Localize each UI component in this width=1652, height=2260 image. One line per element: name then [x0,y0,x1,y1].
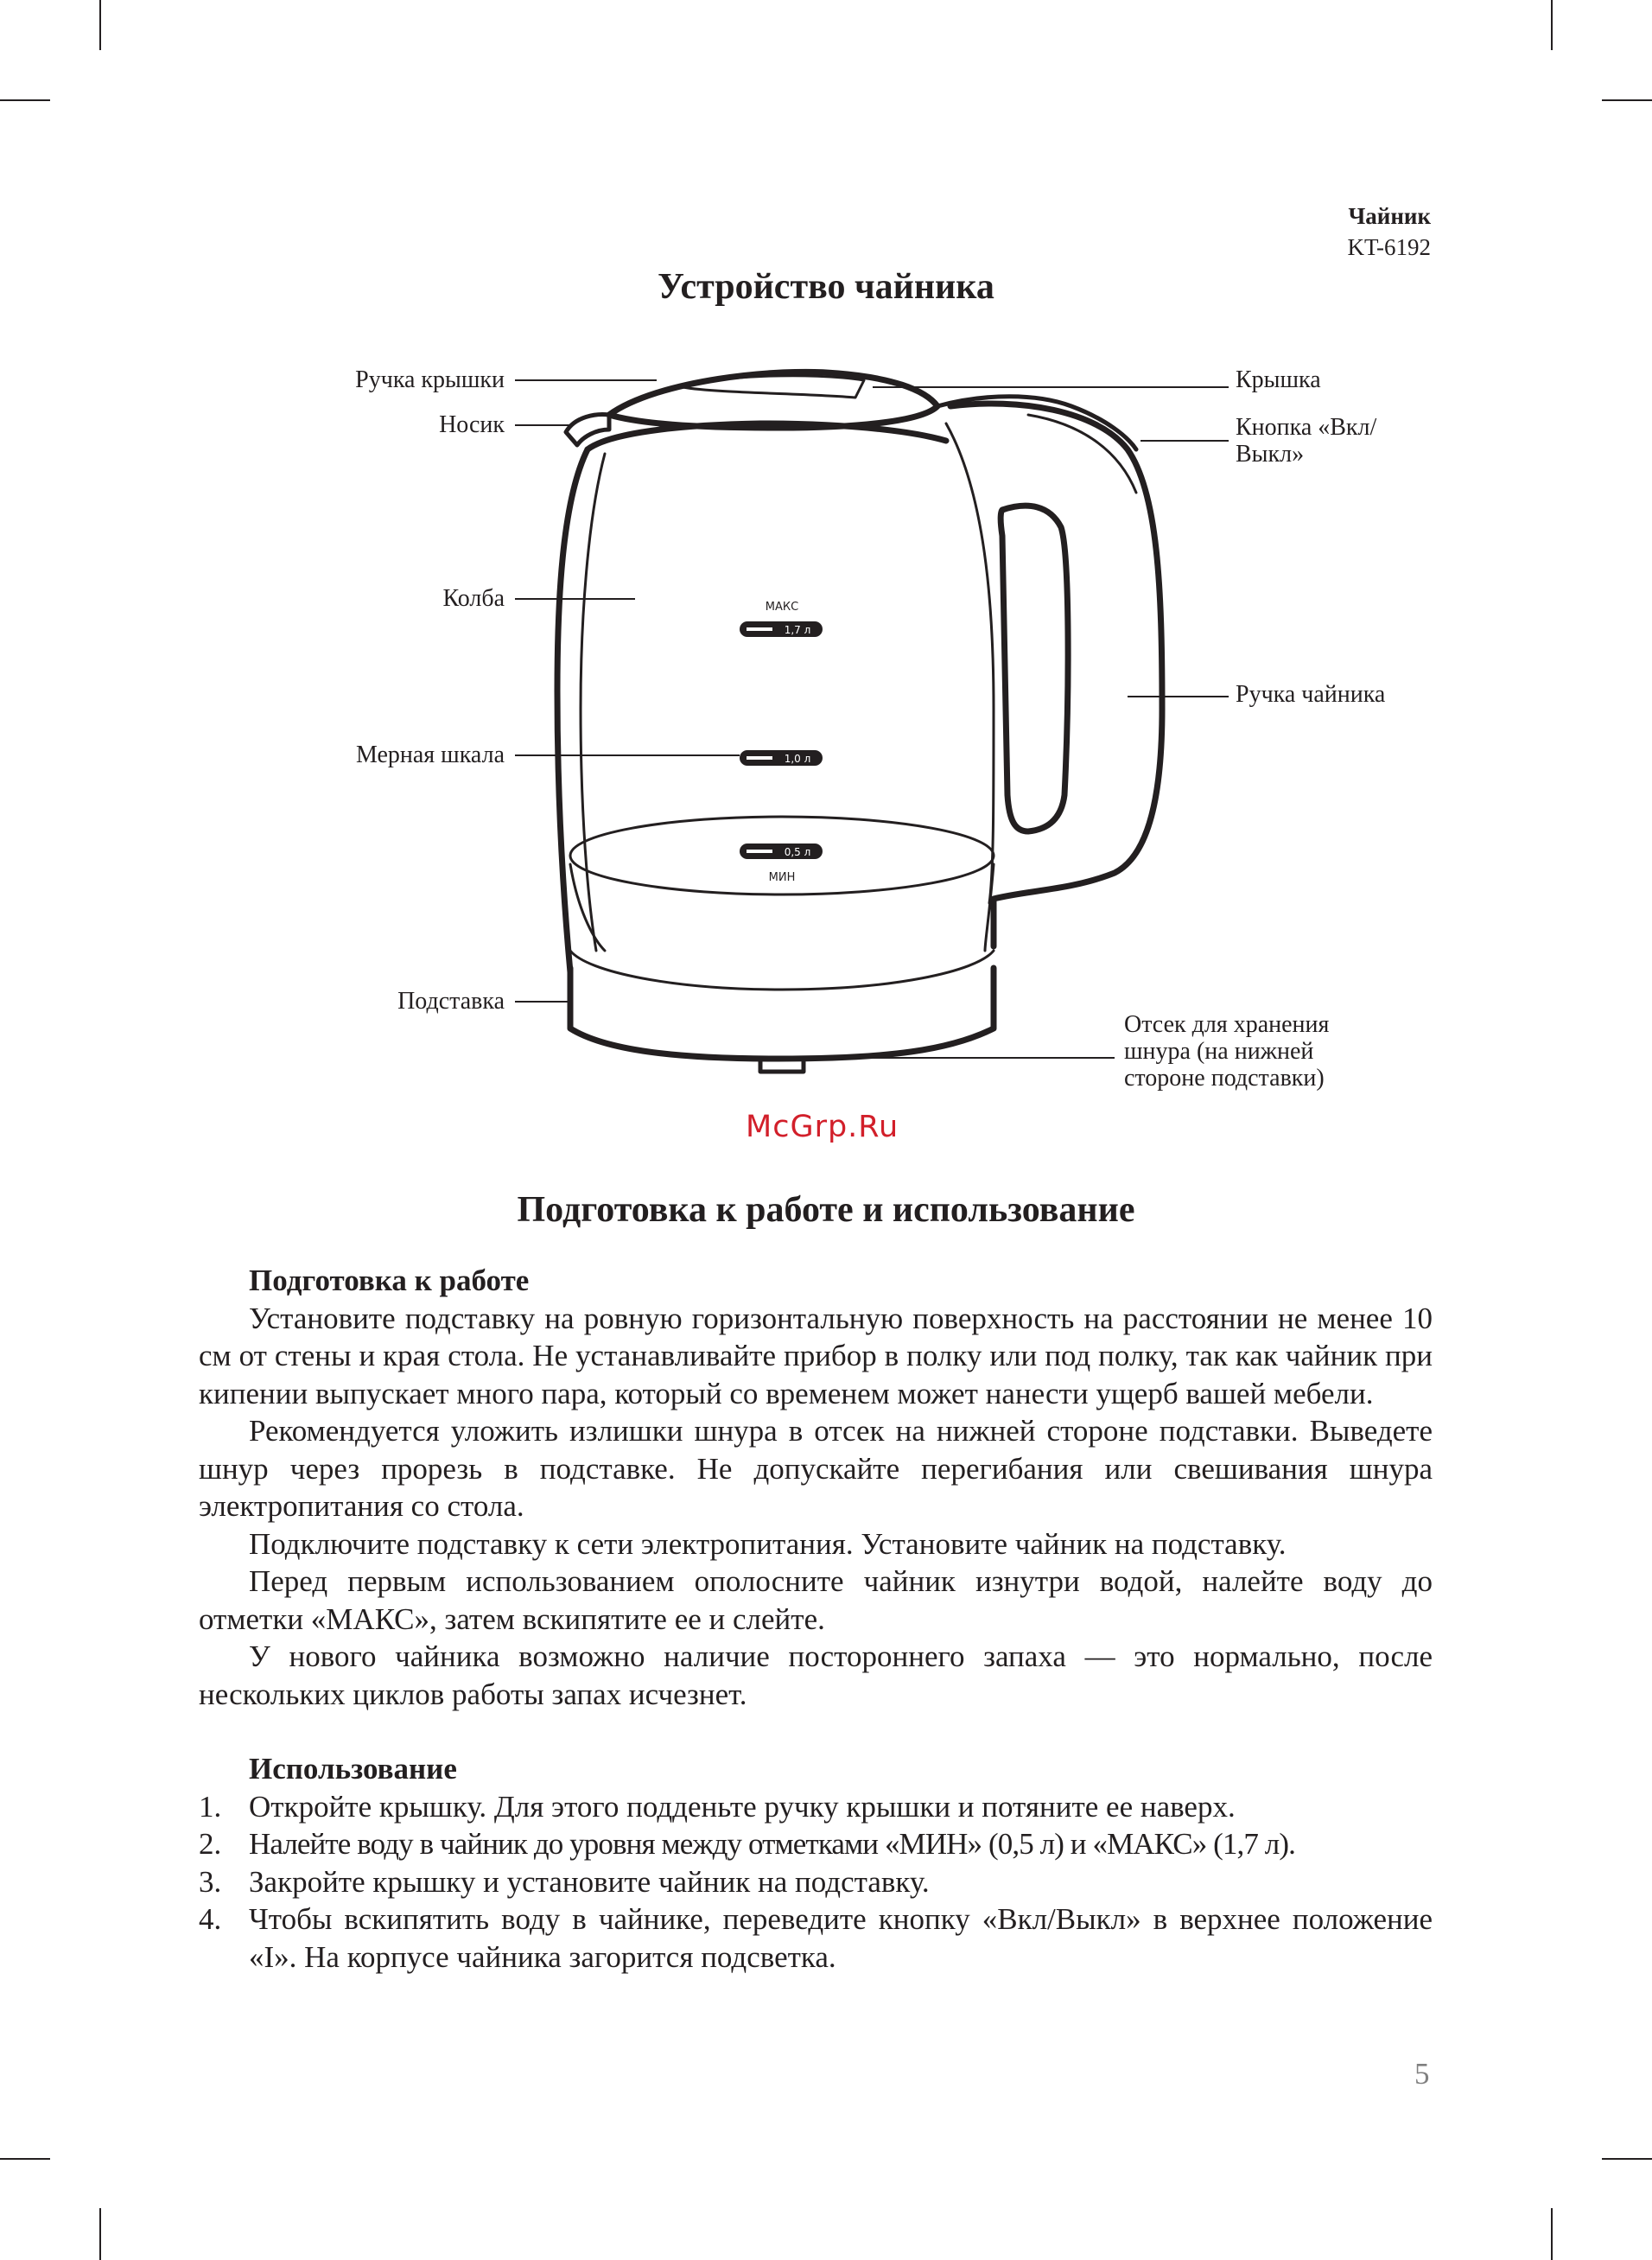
list-item: 2. Налейте воду в чайник до уровня между отметками «МИН» (0,5 л) и «МАКС» (1,7 л). [199,1827,1295,1861]
label-lid: Крышка [1236,366,1321,393]
label-scale: Мерная шкала [355,742,505,768]
use-heading: Использование [249,1752,457,1786]
kettle-diagram [0,0,1652,1124]
section-body [199,1262,1433,1976]
label-power-button: Кнопка «Вкл/ Выкл» [1236,414,1377,468]
kettle-body [557,449,588,1007]
label-lid-handle: Ручка крышки [355,366,505,393]
handle-grip [1001,506,1068,831]
measuring-scale [740,601,823,884]
kettle-lid [609,372,937,428]
list-item: 1. Откройте крышку. Для этого подденьте ручку крышки и потяните ее наверх. [199,1789,1236,1824]
prep-paragraph: Установите подставку на ровную горизонтальную поверхность на расстоянии не менее 10 см от стены и края стола. Не устанавливайте прибор в полку или под полку, так как чайник при кипении выпускает много пара, который со временем может нанести ущерб вашей мебели. [199,1301,1433,1410]
use-steps-list [199,1788,1433,1977]
label-cord-storage: Отсек для хранения шнура (на нижней стороне подставки) [1124,1011,1330,1092]
kettle-handle [950,404,1162,946]
prep-paragraph: Перед первым использованием ополосните чайник изнутри водой, налейте воду до отметки «МАКС», затем вскипятите ее и слейте. [199,1564,1433,1636]
prep-paragraph: У нового чайника возможно наличие постороннего запаха — это нормально, после нескольких циклов работы запах исчезнет. [199,1639,1433,1711]
watermark: McGrp.Ru [746,1110,899,1144]
crop-mark [99,2208,101,2260]
label-kettle-handle: Ручка чайника [1236,681,1386,708]
scale-min-value: 0,5 л [784,846,811,858]
list-item: 3. Закройте крышку и установите чайник на подставку. [199,1864,930,1899]
header-product: Чайник [1348,203,1431,229]
crop-mark [1602,2158,1652,2160]
kettle-base [570,951,994,990]
scale-min-label: МИН [768,871,796,884]
diagram-title: Устройство чайника [658,267,994,307]
scale-max-label: МАКС [765,601,799,614]
header-model: KT-6192 [1347,234,1431,260]
list-item: 4. Чтобы вскипятить воду в чайнике, переведите кнопку «Вкл/Выкл» в верхнее положение «I». На корпусе чайника загорится подсветка. [199,1902,1433,1974]
scale-mid-value: 1,0 л [784,753,811,765]
page-number: 5 [1414,2057,1430,2091]
label-flask: Колба [442,585,505,612]
crop-mark [0,2158,50,2160]
crop-mark [1551,2208,1553,2260]
prep-paragraph: Подключите подставку к сети электропитания. Установите чайник на подставку. [249,1526,1287,1561]
label-base: Подставка [397,988,505,1015]
label-spout: Носик [439,411,505,438]
section-title: Подготовка к работе и использование [517,1190,1135,1230]
prep-heading: Подготовка к работе [249,1264,530,1297]
scale-max-value: 1,7 л [784,624,811,636]
prep-paragraph: Рекомендуется уложить излишки шнура в отсек на нижней стороне подставки. Выведете шнур через прорезь в подставке. Не допускайте перегибания или свешивания шнура электропитания со стола. [199,1414,1433,1523]
